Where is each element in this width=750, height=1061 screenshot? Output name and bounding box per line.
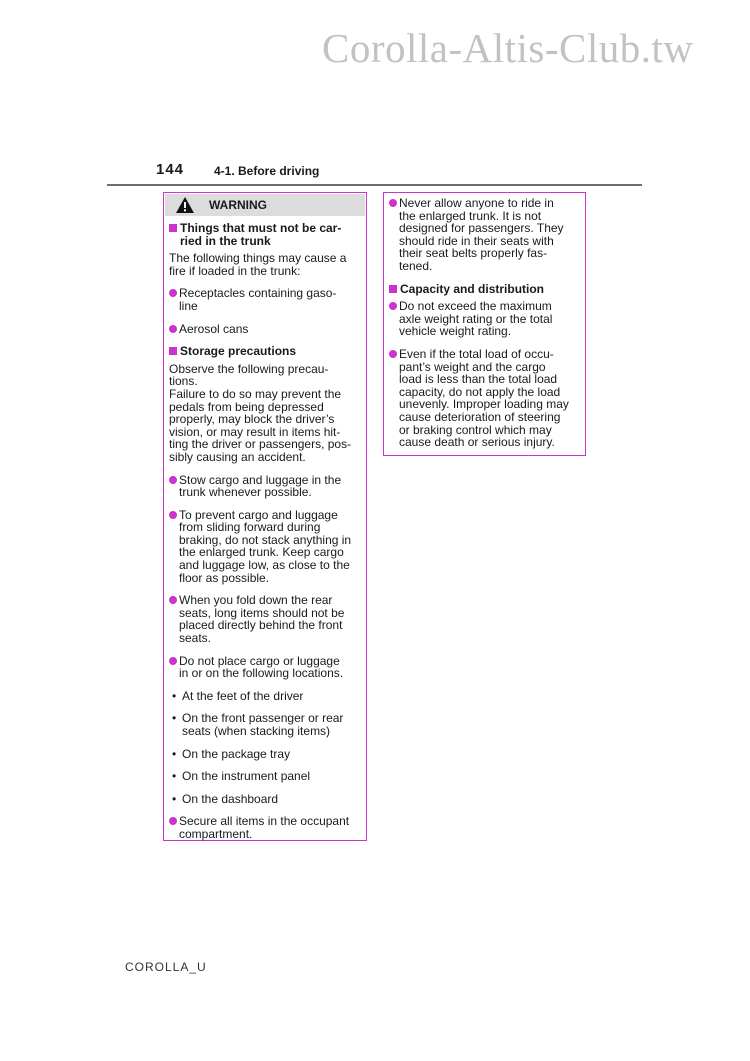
bullet-item [169, 594, 361, 644]
circle-bullet-icon [169, 289, 177, 297]
watermark: Corolla-Altis-Club.tw [322, 25, 694, 71]
circle-bullet-icon [169, 596, 177, 604]
dot-bullet-icon: • [172, 746, 177, 761]
para-text: Observe the following precau- tions. Failure to do so may prevent the pedals from being depressed properly, may block the driver’s vision, or may result in items hit- ting the driver or passengers, pos- sibly causing an accident. [169, 361, 352, 464]
bullet-text: Secure all items in the occupant compartment. [179, 814, 350, 841]
heading-text: Things that must not be car- ried in the trunk [180, 221, 342, 248]
warning-box-right [383, 192, 586, 456]
bullet-text: Do not exceed the maximum axle weight rating or the total vehicle weight rating. [399, 299, 553, 339]
circle-bullet-icon [169, 657, 177, 665]
dot-bullet-icon: • [172, 769, 177, 784]
circle-bullet-icon [169, 325, 177, 333]
bullet-text: Do not place cargo or luggage in or on the following locations. [179, 653, 344, 681]
sub-text: On the dashboard [182, 791, 279, 806]
bullet-item [389, 197, 580, 273]
page-header [107, 158, 642, 186]
warning-left-column [169, 222, 361, 841]
dot-bullet-icon: • [172, 711, 177, 726]
bullet-item [169, 323, 361, 336]
circle-bullet-icon [389, 199, 397, 207]
circle-bullet-icon [169, 817, 177, 825]
bullet-item [389, 300, 580, 338]
bullet-text: Even if the total load of occu- pant’s weight and the cargo load is less than the total load capacity, do not apply the load unevenly. Improper loading may cause deterioration of steering or braking control which may cause death or serious injury. [399, 346, 569, 450]
sub-bullet-item [169, 748, 361, 761]
sub-bullet-item [169, 690, 361, 703]
bullet-text: To prevent cargo and luggage from sliding forward during braking, do not stack anything in the enlarged trunk. Keep cargo and luggage low, as close to the floor as possible. [179, 507, 352, 585]
bullet-item [169, 287, 361, 312]
paragraph [169, 363, 361, 464]
warning-triangle-icon [175, 196, 195, 214]
heading-text: Storage precautions [180, 344, 297, 359]
sub-bullet-item [169, 770, 361, 783]
bullet-item [169, 509, 361, 585]
bullet-item [169, 815, 361, 840]
sub-bullet-item [169, 793, 361, 806]
square-bullet-icon [169, 224, 177, 232]
warning-box-left [163, 192, 367, 841]
bullet-text: Receptacles containing gaso- line [179, 286, 337, 313]
warning-title: WARNING [209, 197, 267, 212]
para-text: The following things may cause a fire if loaded in the trunk: [169, 251, 347, 278]
circle-bullet-icon [389, 302, 397, 310]
circle-bullet-icon [169, 511, 177, 519]
sub-text: On the instrument panel [182, 769, 311, 784]
heading-text: Capacity and distribution [400, 281, 545, 296]
bullet-text: Stow cargo and luggage in the trunk whenever possible. [179, 472, 342, 500]
bullet-item [169, 655, 361, 680]
warning-right-column [389, 197, 580, 449]
section-title: 4-1. Before driving [214, 164, 320, 178]
circle-bullet-icon [389, 350, 397, 358]
subsection-heading [169, 345, 361, 358]
bullet-item [389, 348, 580, 449]
paragraph [169, 252, 361, 277]
sub-bullet-item [169, 712, 361, 737]
sub-text: On the package tray [182, 746, 291, 761]
circle-bullet-icon [169, 476, 177, 484]
square-bullet-icon [389, 285, 397, 293]
square-bullet-icon [169, 347, 177, 355]
bullet-text: Aerosol cans [179, 321, 249, 336]
dot-bullet-icon: • [172, 791, 177, 806]
bullet-text: When you fold down the rear seats, long items should not be placed directly behind the front seats. [179, 593, 345, 646]
page-number: 144 [156, 161, 185, 178]
bullet-text: Never allow anyone to ride in the enlarged trunk. It is not designed for passengers. They should ride in their seats with their seat belts properly fas- tened. [399, 196, 564, 273]
warning-header [165, 194, 365, 216]
subsection-heading [389, 283, 580, 296]
sub-text: At the feet of the driver [182, 688, 304, 703]
sub-text: On the front passenger or rear seats (when stacking items) [182, 711, 344, 738]
subsection-heading [169, 222, 361, 247]
bullet-item [169, 474, 361, 499]
footer-code: COROLLA_U [125, 960, 207, 974]
dot-bullet-icon: • [172, 688, 177, 703]
